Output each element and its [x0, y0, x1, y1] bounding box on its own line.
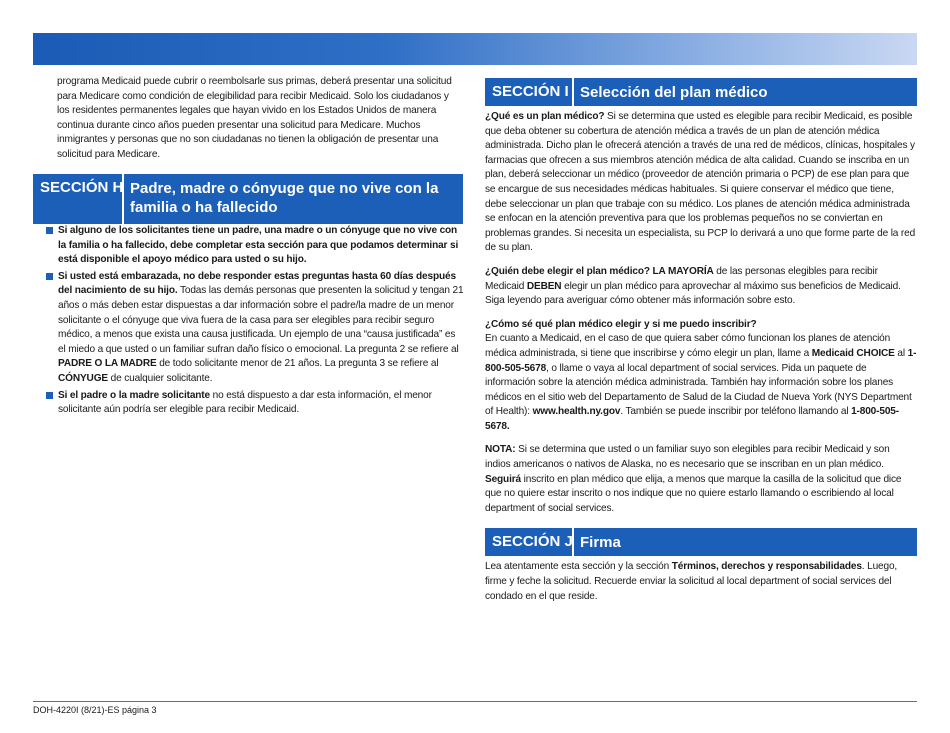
bullet-2-bold: Si usted está embarazada, no debe responder estas preguntas hasta 60 días después del nacimiento de su hijo. [58, 270, 456, 297]
section-j-tag: SECCIÓN J [485, 528, 574, 556]
intro-paragraph: programa Medicaid puede cubrir o reembolsarle sus primas, deberá presentar una solicitud para Medicare como condición de elegibilidad para recibir Medicaid. Solo los ciudadanos y los residentes permanentes legales que hayan vivido en los Estados Unidos de manera continua durante cinco años pueden presentar una solicitud para Medicare. Muchos inmigrantes y personas que no son ciudadanas no tienen la obligación de presentar una solicitud para Medicare. [57, 76, 452, 160]
form-footer: DOH-4220I (8/21)-ES página 3 [33, 705, 157, 715]
square-bullet-icon [46, 227, 53, 234]
bullet-2-text: de todo solicitante menor de 21 años. La pregunta 3 se refiere al [156, 358, 439, 370]
bullet-1-text: Si alguno de los solicitantes tiene un padre, una madre o un cónyuge que no vive con la familia o ha fallecido, debe completar esta sección para que podamos determinar si está disponible el apoyo médico para usted o su hijo. [58, 225, 459, 266]
what-is-plan-paragraph [485, 110, 917, 256]
section-i-title: Selección del plan médico [580, 84, 768, 101]
list-item [46, 224, 464, 268]
question-heading: ¿Quién debe elegir el plan médico? [485, 265, 650, 277]
website-link[interactable]: www.health.ny.gov [532, 406, 621, 418]
emphasis: DEBEN [526, 280, 562, 292]
right-column [485, 78, 917, 604]
left-column [57, 75, 462, 163]
bullet-2-text: Todas las demás personas que presenten la solicitud y tengan 21 años o más deben estar dispuestas a dar información sobre el padre/la madre de un menor solicitante o el cónyuge que viva fuera de la casa para ser elegibles para recibir seguro médico, a menos que exista una causa justificada. Un ejemplo de una “causa justificada” es el miedo a que usted o un familiar sufran daño físico o emocional. La pregunta 2 se refiere al [58, 285, 464, 355]
bullet-2-emphasis: CÓNYUGE [58, 372, 108, 384]
list-item [46, 389, 464, 418]
who-chooses-paragraph [485, 265, 917, 309]
paragraph-text: elegir un plan médico para aprovechar al máximo sus beneficios de Medicaid. Siga leyendo para averiguar cómo obtener más información sobre esto. [485, 280, 901, 307]
paragraph-text: Si se determina que usted o un familiar suyo son elegibles para recibir Medicaid y son indios americanos o nativos de Alaska, no es necesario que se inscriban en un plan médico. [485, 444, 890, 471]
section-i-header [485, 78, 917, 106]
list-item [46, 270, 464, 387]
bullet-2-text: de cualquier solicitante. [108, 372, 213, 384]
paragraph-text: . También se puede inscribir por teléfono llamando al [620, 406, 852, 418]
section-h-bullets [46, 224, 464, 420]
section-h-header [33, 174, 463, 224]
bullet-2-emphasis: PADRE O LA MADRE [58, 358, 157, 370]
note-paragraph [485, 443, 917, 516]
paragraph-text: al [894, 347, 908, 359]
bullet-3-text: no está dispuesto a dar esta información, el menor solicitante aún podría ser elegible para recibir Medicaid. [58, 389, 432, 416]
section-j-title: Firma [580, 534, 621, 552]
footer-divider [33, 701, 917, 702]
emphasis: LA MAYORÍA [649, 265, 714, 277]
section-i-tag: SECCIÓN I [485, 78, 574, 106]
section-h-title: Padre, madre o cónyuge que no vive con la familia o ha fallecido [130, 180, 439, 216]
paragraph-text: En cuanto a Medicaid, en el caso de que quiera saber cómo funcionan los planes de atención médica administrada, si tiene que inscribirse y cómo elegir un plan, llame a [485, 333, 891, 359]
square-bullet-icon [46, 392, 53, 399]
section-j-header [485, 528, 917, 556]
square-bullet-icon [46, 273, 53, 280]
phone-number: 1-800-505-5678 [485, 347, 917, 374]
paragraph-text: inscrito en plan médico que elija, a menos que marque la casilla de la solicitud que dice que no quiere estar inscrito o nos indique que no quiere estarlo llamando o escribiendo al local department of social services. [485, 473, 902, 514]
section-h-tag: SECCIÓN H [33, 174, 124, 224]
question-heading: ¿Qué es un plan médico? [485, 111, 605, 122]
top-banner [33, 33, 917, 65]
note-label: NOTA: [485, 444, 516, 456]
how-choose-paragraph [485, 332, 917, 434]
phone-number: 1-800-505-5678. [485, 406, 899, 432]
paragraph-text: Lea atentamente esta sección y la sección [485, 561, 672, 573]
emphasis: Términos, derechos y responsabilidades [671, 561, 862, 573]
paragraph-text: , o llame o vaya al local department of social services. Pida un paquete de información sobre la atención médica administrada. También hay información sobre los planes médicos en el sitio web del Departamento de Salud de la Ciudad de Nueva York (NYS Department of Health): [485, 362, 912, 418]
how-choose-question [485, 318, 917, 333]
bullet-3-bold: Si el padre o la madre solicitante [58, 389, 210, 401]
emphasis: Seguirá [485, 473, 521, 485]
paragraph-text: de las personas elegibles para recibir Medicaid [485, 265, 878, 292]
paragraph-text: Si se determina que usted es elegible para recibir Medicaid, es posible que deba obtener su cobertura de atención médica a través de un plan de atención médica administrada. Dicho plan le ofrecerá atención a través de una red de médicos, clínicas, hospitales y farmacias que ofrecen a sus miembros atención médica de alta calidad. Cuando se inscriba en un plan, deberá seleccionar un médico (proveedor de atención primaria o PCP) de ese plan para que se encargue de sus necesidades médicas habituales. Si quiere conservar el médico que tiene, debe seleccionar un plan que trabaje con su médico. Los planes de atención médica administrada se enfocan en la atención preventiva para que los problemas pequeños no se conviertan en problemas grandes. Si necesita un especialista, su PCP lo derivará a uno que forme parte de la red de su plan. [485, 111, 916, 254]
question-heading: ¿Cómo sé qué plan médico elegir y si me puedo inscribir? [485, 318, 757, 330]
emphasis: Medicaid CHOICE [811, 347, 895, 359]
signature-paragraph [485, 560, 917, 604]
paragraph-text: . Luego, firme y feche la solicitud. Recuerde enviar la solicitud al local department of social services del condado en el que reside. [485, 561, 898, 602]
